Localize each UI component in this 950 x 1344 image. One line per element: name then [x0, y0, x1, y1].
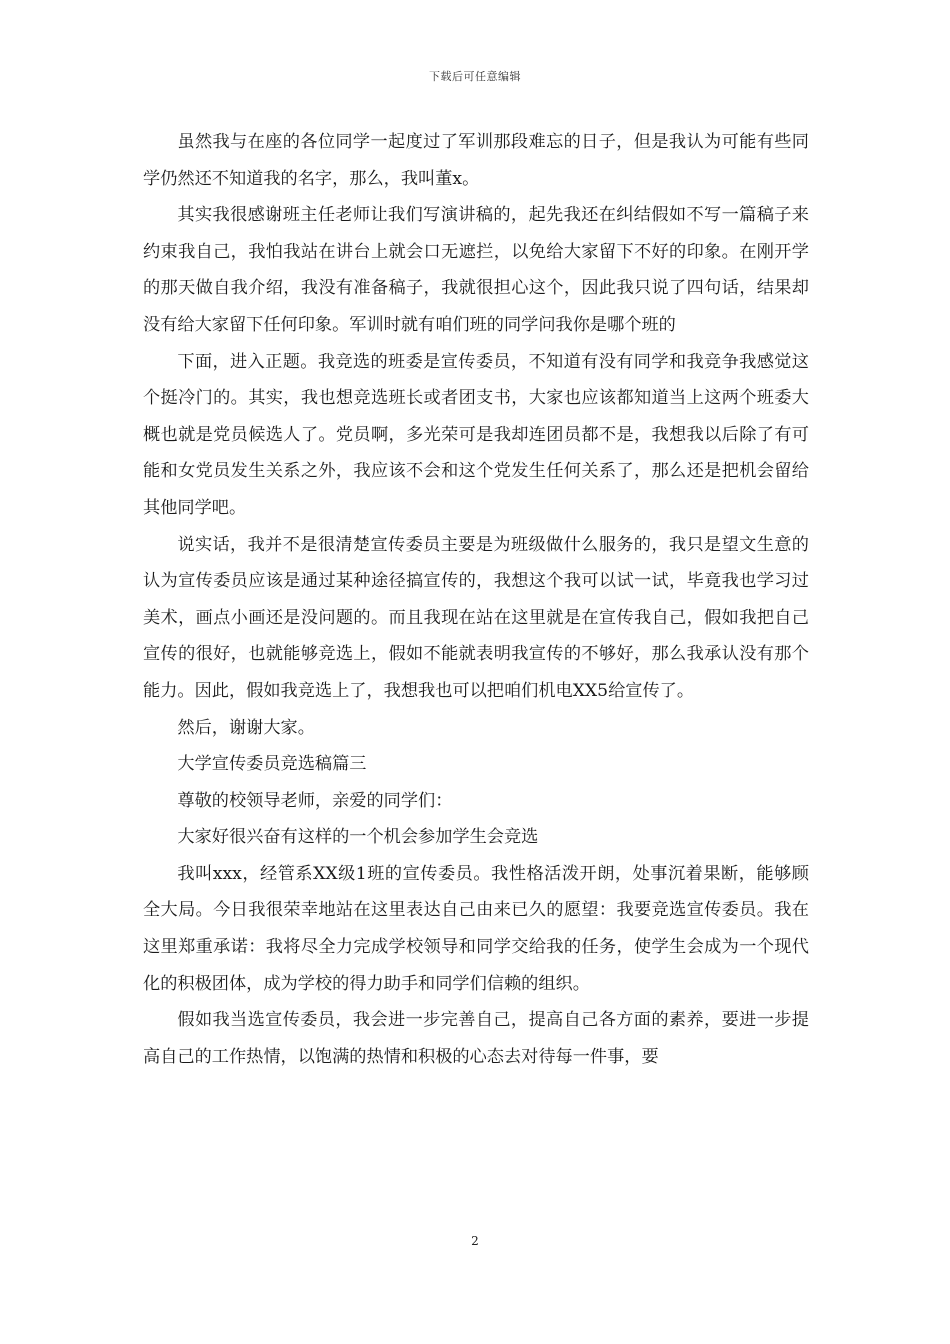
paragraph: 说实话，我并不是很清楚宣传委员主要是为班级做什么服务的，我只是望文生意的认为宣传委员应该是通过某种途径搞宣传的，我想这个我可以试一试，毕竟我也学习过美术，画点小画还是没问题的。而且我现在站在这里就是在宣传我自己，假如我把自己宣传的很好，也就能够竞选上，假如不能就表明我宣传的不够好，那么我承认没有那个能力。因此，假如我竞选上了，我想我也可以把咱们机电XX5给宣传了。	[143, 534, 809, 701]
paragraph: 然后，谢谢大家。	[177, 717, 315, 738]
page-header: 下载后可任意编辑	[429, 70, 521, 83]
paragraph: 我叫xxx，经管系XX级1班的宣传委员。我性格活泼开朗，处事沉着果断，能够顾全大局。今日我很荣幸地站在这里表达自己由来已久的愿望：我要竞选宣传委员。我在这里郑重承诺：我将尽全力完成学校领导和同学交给我的任务，使学生会成为一个现代化的积极团体，成为学校的得力助手和同学们信赖的组织。	[143, 863, 809, 994]
document-body	[143, 124, 809, 1075]
page-number: 2	[471, 1234, 479, 1248]
salutation: 尊敬的校领导老师，亲爱的同学们：	[177, 790, 453, 811]
section-title: 大学宣传委员竞选稿篇三	[177, 754, 367, 775]
paragraph: 假如我当选宣传委员，我会进一步完善自己，提高自己各方面的素养，要进一步提高自己的工作热情，以饱满的热情和积极的心态去对待每一件事，要	[143, 1010, 809, 1067]
paragraph: 虽然我与在座的各位同学一起度过了军训那段难忘的日子，但是我认为可能有些同学仍然还不知道我的名字，那么，我叫董x。	[143, 132, 809, 189]
paragraph: 下面，进入正题。我竞选的班委是宣传委员，不知道有没有同学和我竞争我感觉这个挺冷门的。其实，我也想竞选班长或者团支书，大家也应该都知道当上这两个班委大概也就是党员候选人了。党员啊，多光荣可是我却连团员都不是，我想我以后除了有可能和女党员发生关系之外，我应该不会和这个党发生任何关系了，那么还是把机会留给其他同学吧。	[143, 351, 809, 518]
paragraph: 其实我很感谢班主任老师让我们写演讲稿的，起先我还在纠结假如不写一篇稿子来约束我自己，我怕我站在讲台上就会口无遮拦，以免给大家留下不好的印象。在刚开学的那天做自我介绍，我没有准备稿子，我就很担心这个，因此我只说了四句话，结果却没有给大家留下任何印象。军训时就有咱们班的同学问我你是哪个班的	[143, 205, 809, 335]
paragraph: 大家好很兴奋有这样的一个机会参加学生会竞选	[177, 827, 539, 848]
